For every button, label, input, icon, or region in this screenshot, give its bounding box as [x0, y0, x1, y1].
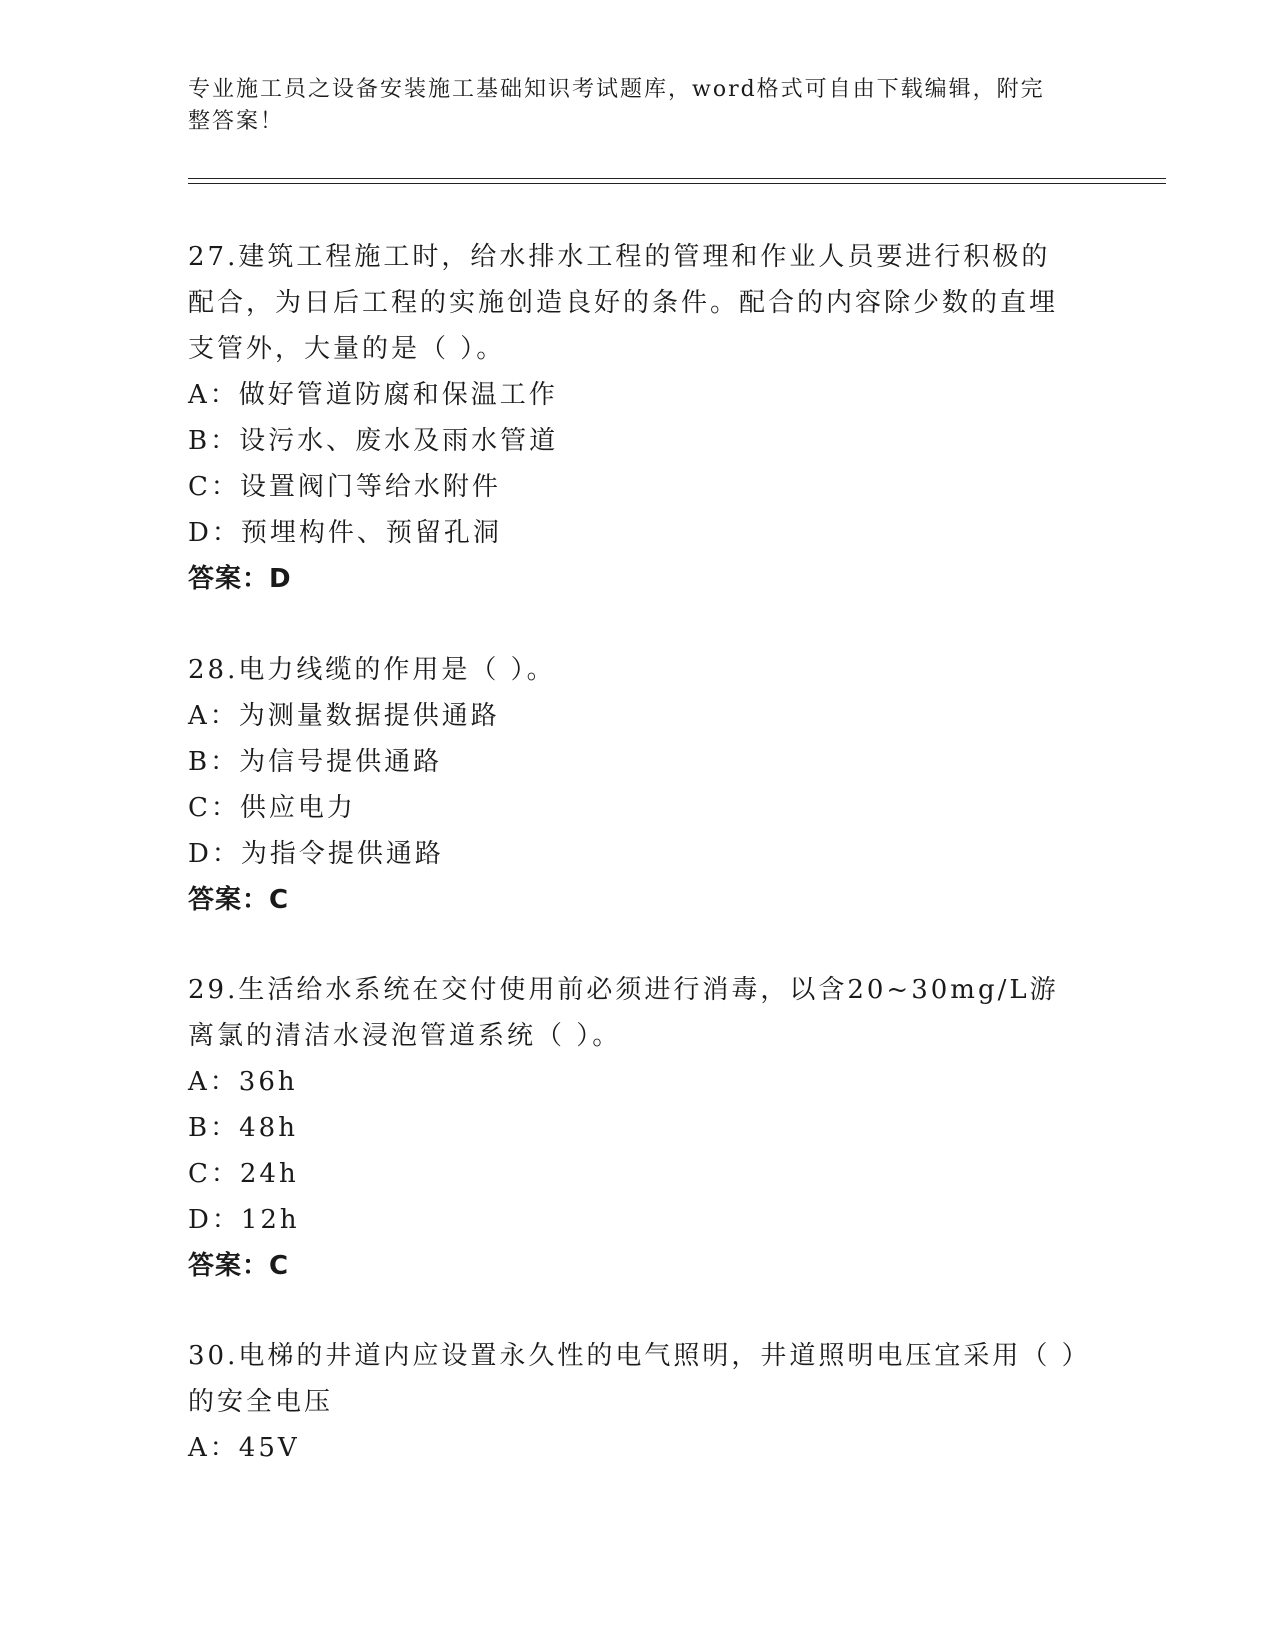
document-header: 专业施工员之设备安装施工基础知识考试题库，word格式可自由下载编辑，附完整答案！ [188, 77, 1045, 134]
answer: 答案：D [188, 564, 292, 594]
question-stem: 29.生活给水系统在交付使用前必须进行消毒，以含20~30mg/L游离氯的清洁水浸泡管道系统（ ）。 [188, 975, 1059, 1051]
option-b: B：设污水、废水及雨水管道 [188, 426, 559, 456]
answer: 答案：C [188, 1251, 290, 1281]
option-d: D：预埋构件、预留孔洞 [188, 518, 502, 548]
option-c: C：设置阀门等给水附件 [188, 472, 501, 502]
option-b: B：48h [188, 1113, 298, 1143]
question-stem: 30.电梯的井道内应设置永久性的电气照明，井道照明电压宜采用（ ）的安全电压 [188, 1341, 1078, 1417]
option-a: A：45V [188, 1433, 300, 1463]
option-a: A：36h [188, 1067, 298, 1097]
option-d: D：为指令提供通路 [188, 839, 444, 869]
header-divider-second [188, 183, 1166, 184]
option-c: C：供应电力 [188, 793, 356, 823]
question-28 [188, 647, 1078, 923]
question-29 [188, 967, 1078, 1289]
question-stem: 28.电力线缆的作用是（ ）。 [188, 655, 556, 685]
header-divider [188, 178, 1166, 179]
option-a: A：为测量数据提供通路 [188, 701, 500, 731]
option-b: B：为信号提供通路 [188, 747, 443, 777]
answer: 答案：C [188, 885, 290, 915]
option-c: C：24h [188, 1159, 299, 1189]
option-d: D：12h [188, 1205, 300, 1235]
question-27 [188, 234, 1078, 602]
question-30 [188, 1333, 1078, 1471]
question-stem: 27.建筑工程施工时，给水排水工程的管理和作业人员要进行积极的配合，为日后工程的实施创造良好的条件。配合的内容除少数的直埋支管外，大量的是（ ）。 [188, 242, 1059, 364]
option-a: A：做好管道防腐和保温工作 [188, 380, 558, 410]
